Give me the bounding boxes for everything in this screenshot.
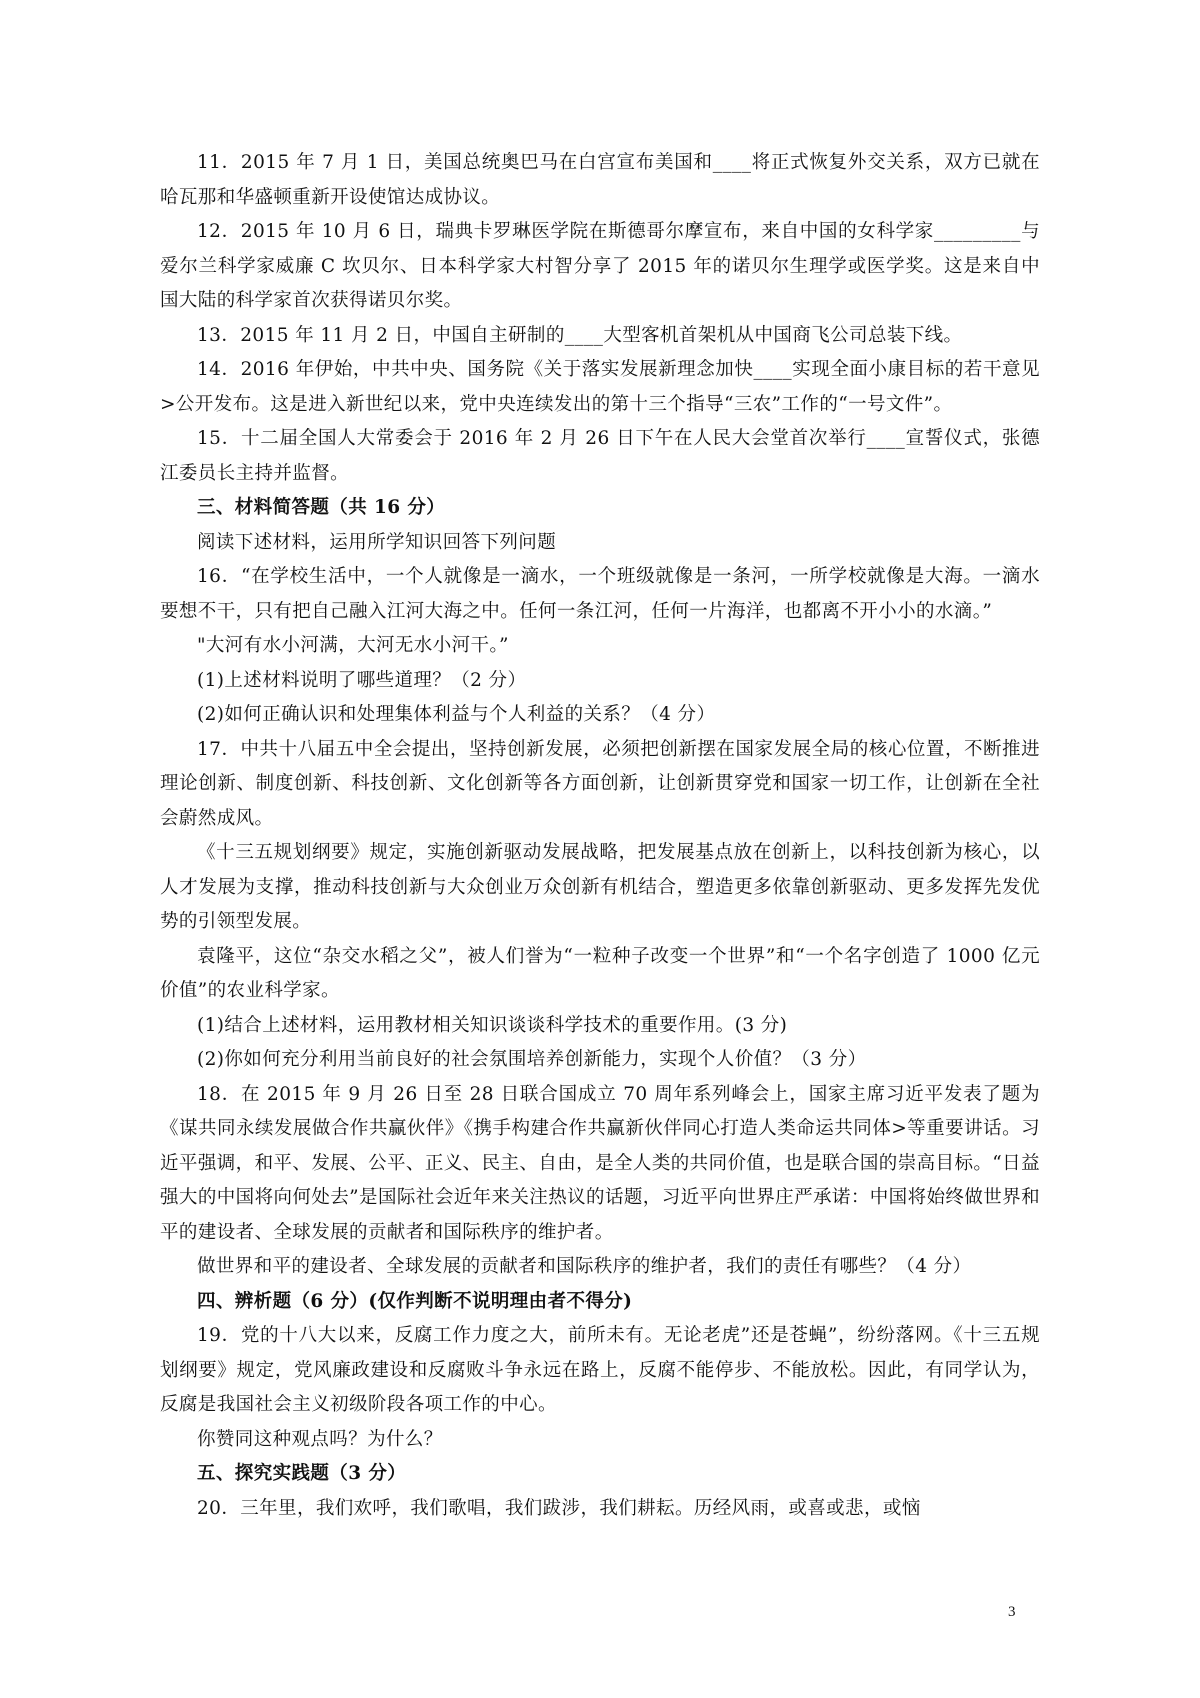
paragraph: 14．2016 年伊始，中共中央、国务院《关于落实发展新理念加快____实现全面小康目标的若干意见>公开发布。这是进入新世纪以来，党中央连续发出的第十三个指导“三农”工作的“一号文件”。 (160, 359, 1040, 415)
paragraph: 19．党的十八大以来，反腐工作力度之大，前所未有。无论老虎”还是苍蝇”，纷纷落网。《十三五规划纲要》规定，党风廉政建设和反腐败斗争永远在路上，反腐不能停步、不能放松。因此，有同学认为，反腐是我国社会主义初级阶段各项工作的中心。 (160, 1325, 1040, 1415)
paragraph: 17．中共十八届五中全会提出，坚持创新发展，必须把创新摆在国家发展全局的核心位置，不断推进理论创新、制度创新、科技创新、文化创新等各方面创新，让创新贯穿党和国家一切工作，让创新在全社会蔚然成风。 (160, 738, 1040, 829)
section-heading: 四、辨析题（6 分）(仅作判断不说明理由者不得分) (197, 1290, 633, 1312)
paragraph: 13．2015 年 11 月 2 日，中国自主研制的____大型客机首架机从中国商飞公司总装下线。 (197, 324, 963, 346)
paragraph: "大河有水小河满，大河无水小河干。” (197, 635, 509, 656)
paragraph: 11．2015 年 7 月 1 日，美国总统奥巴马在白宫宣布美国和____将正式恢复外交关系，双方已就在哈瓦那和华盛顿重新开设使馆达成协议。 (160, 152, 1040, 208)
paragraph: 你赞同这种观点吗？为什么？ (197, 1428, 443, 1450)
paragraph: 做世界和平的建设者、全球发展的贡献者和国际秩序的维护者，我们的责任有哪些？（4 分） (197, 1256, 972, 1277)
section-heading: 三、材料简答题（共 16 分） (197, 497, 446, 518)
paragraph: (1)上述材料说明了哪些道理？（2 分） (197, 669, 527, 691)
document-body (160, 146, 1040, 1526)
paragraph: 20．三年里，我们欢呼，我们歌唱，我们跋涉，我们耕耘。历经风雨，或喜或悲，或恼 (197, 1497, 921, 1519)
paragraph: (2)你如何充分利用当前良好的社会氛围培养创新能力，实现个人价值？（3 分） (197, 1049, 867, 1070)
paragraph: 《十三五规划纲要》规定，实施创新驱动发展战略，把发展基点放在创新上，以科技创新为核心，以人才发展为支撑，推动科技创新与大众创业万众创新有机结合，塑造更多依靠创新驱动、更多发挥先发优势的引领型发展。 (160, 842, 1040, 932)
paragraph: 袁隆平，这位“杂交水稻之父”，被人们誉为“一粒种子改变一个世界”和“一个名字创造了 1000 亿元价值”的农业科学家。 (160, 945, 1040, 1001)
paragraph: (2)如何正确认识和处理集体利益与个人利益的关系？（4 分） (197, 704, 716, 725)
section-heading: 五、探究实践题（3 分） (197, 1463, 407, 1484)
page-number: 3 (1008, 1604, 1016, 1620)
paragraph: 18．在 2015 年 9 月 26 日至 28 日联合国成立 70 周年系列峰会上，国家主席习近平发表了题为《谋共同永续发展做合作共赢伙伴》《携手构建合作共赢新伙伴同心打造人类命运共同体>等重要讲话。习近平强调，和平、发展、公平、正义、民主、自由，是全人类的共同价值，也是联合国的崇高目标。“日益强大的中国将向何处去”是国际社会近年来关注热议的话题，习近平向世界庄严承诺：中国将始终做世界和平的建设者、全球发展的贡献者和国际秩序的维护者。 (160, 1083, 1040, 1243)
paragraph: 12．2015 年 10 月 6 日，瑞典卡罗琳医学院在斯德哥尔摩宣布，来自中国的女科学家_________与爱尔兰科学家威廉 C 坎贝尔、日本科学家大村智分享了 2015 年的诺贝尔生理学或医学奖。这是来自中国大陆的科学家首次获得诺贝尔奖。 (160, 221, 1040, 311)
paragraph: 16．“在学校生活中，一个人就像是一滴水，一个班级就像是一条河，一所学校就像是大海。一滴水要想不干，只有把自己融入江河大海之中。任何一条江河，任何一片海洋，也都离不开小小的水滴。” (160, 566, 1040, 622)
paragraph: (1)结合上述材料，运用教材相关知识谈谈科学技术的重要作用。(3 分) (197, 1014, 788, 1036)
paragraph: 15．十二届全国人大常委会于 2016 年 2 月 26 日下午在人民大会堂首次举行____宣誓仪式，张德江委员长主持并监督。 (160, 428, 1040, 484)
paragraph: 阅读下述材料，运用所学知识回答下列问题 (197, 531, 557, 553)
